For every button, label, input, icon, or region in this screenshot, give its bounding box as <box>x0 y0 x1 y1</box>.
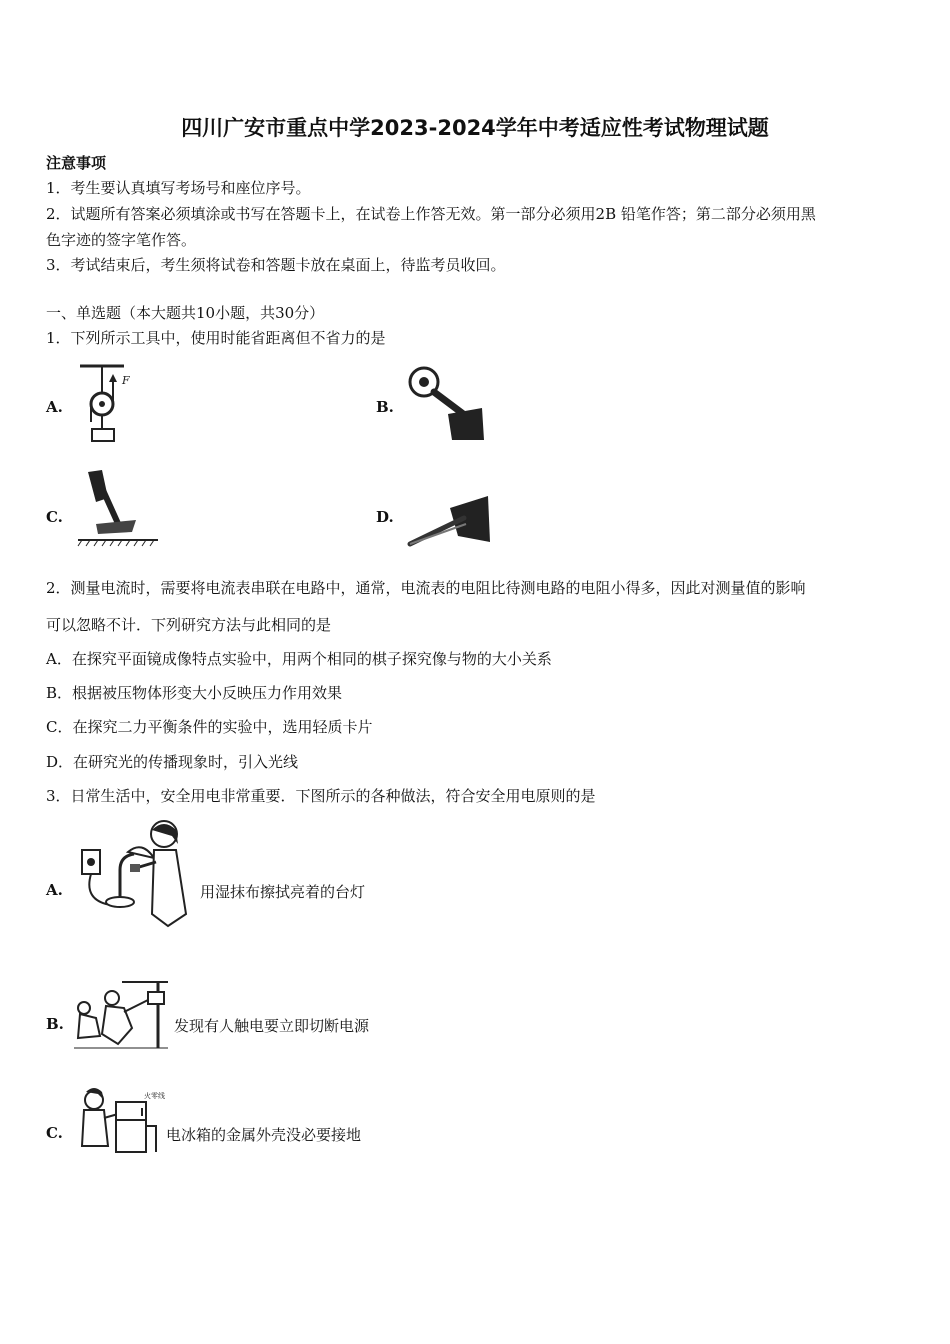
question-2-stem: 2．测量电流时，需要将电流表串联在电路中，通常，电流表的电阻比待测电路的电阻小得多，因此对测量值的影响 <box>46 579 806 597</box>
notice-item: 色字迹的签字笔作答。 <box>46 231 197 249</box>
q3-option-b-caption: 发现有人触电要立即切断电源 <box>174 1017 370 1035</box>
wrench-icon <box>404 364 490 442</box>
page-title: 四川广安市重点中学2023-2024学年中考适应性考试物理试题 <box>181 116 769 140</box>
q2-option-d: D．在研究光的传播现象时，引入光线 <box>46 753 299 771</box>
q3-option-a-caption: 用湿抹布擦拭亮着的台灯 <box>200 883 366 901</box>
q3-option-b-label: B. <box>46 1015 64 1033</box>
question-3-stem: 3．日常生活中，安全用电非常重要．下图所示的各种做法，符合安全用电原则的是 <box>46 787 596 805</box>
pulley-force-label: F <box>122 374 130 387</box>
tweezers-icon <box>404 494 492 550</box>
electric-shock-rescue-icon <box>72 978 170 1052</box>
question-1-stem: 1．下列所示工具中，使用时能省距离但不省力的是 <box>46 329 386 347</box>
q3-option-c-label: C. <box>46 1124 63 1142</box>
girl-wiping-lamp-icon <box>72 818 196 930</box>
q1-option-a-label: A. <box>46 398 63 416</box>
q2-option-c: C．在探究二力平衡条件的实验中，选用轻质卡片 <box>46 718 373 736</box>
q2-option-a: A．在探究平面镜成像特点实验中，用两个相同的棋子探究像与物的大小关系 <box>46 650 552 668</box>
question-2-stem-continued: 可以忽略不计．下列研究方法与此相同的是 <box>46 616 332 634</box>
notice-item: 1．考生要认真填写考场号和座位序号。 <box>46 179 311 197</box>
q1-option-c-label: C. <box>46 508 63 526</box>
fridge-grounding-icon <box>72 1086 166 1156</box>
q1-option-b-label: B. <box>376 398 394 416</box>
notice-item: 3．考试结束后，考生须将试卷和答题卡放在桌面上，待监考员收回。 <box>46 256 506 274</box>
section-heading: 一、单选题（本大题共10小题，共30分） <box>46 304 325 322</box>
hammer-prying-icon <box>74 468 162 548</box>
notice-heading: 注意事项 <box>46 154 107 172</box>
notice-item: 2．试题所有答案必须填涂或书写在答题卡上，在试卷上作答无效。第一部分必须用2B 铅笔作答；第二部分必须用黑 <box>46 205 816 223</box>
q3-option-a-label: A. <box>46 881 63 899</box>
pulley-icon <box>78 362 138 446</box>
q1-option-d-label: D. <box>376 508 394 526</box>
q2-option-b: B．根据被压物体形变大小反映压力作用效果 <box>46 684 343 702</box>
fridge-wire-label: 火零线 <box>144 1092 165 1100</box>
q3-option-c-caption: 电冰箱的金属外壳没必要接地 <box>166 1126 362 1144</box>
